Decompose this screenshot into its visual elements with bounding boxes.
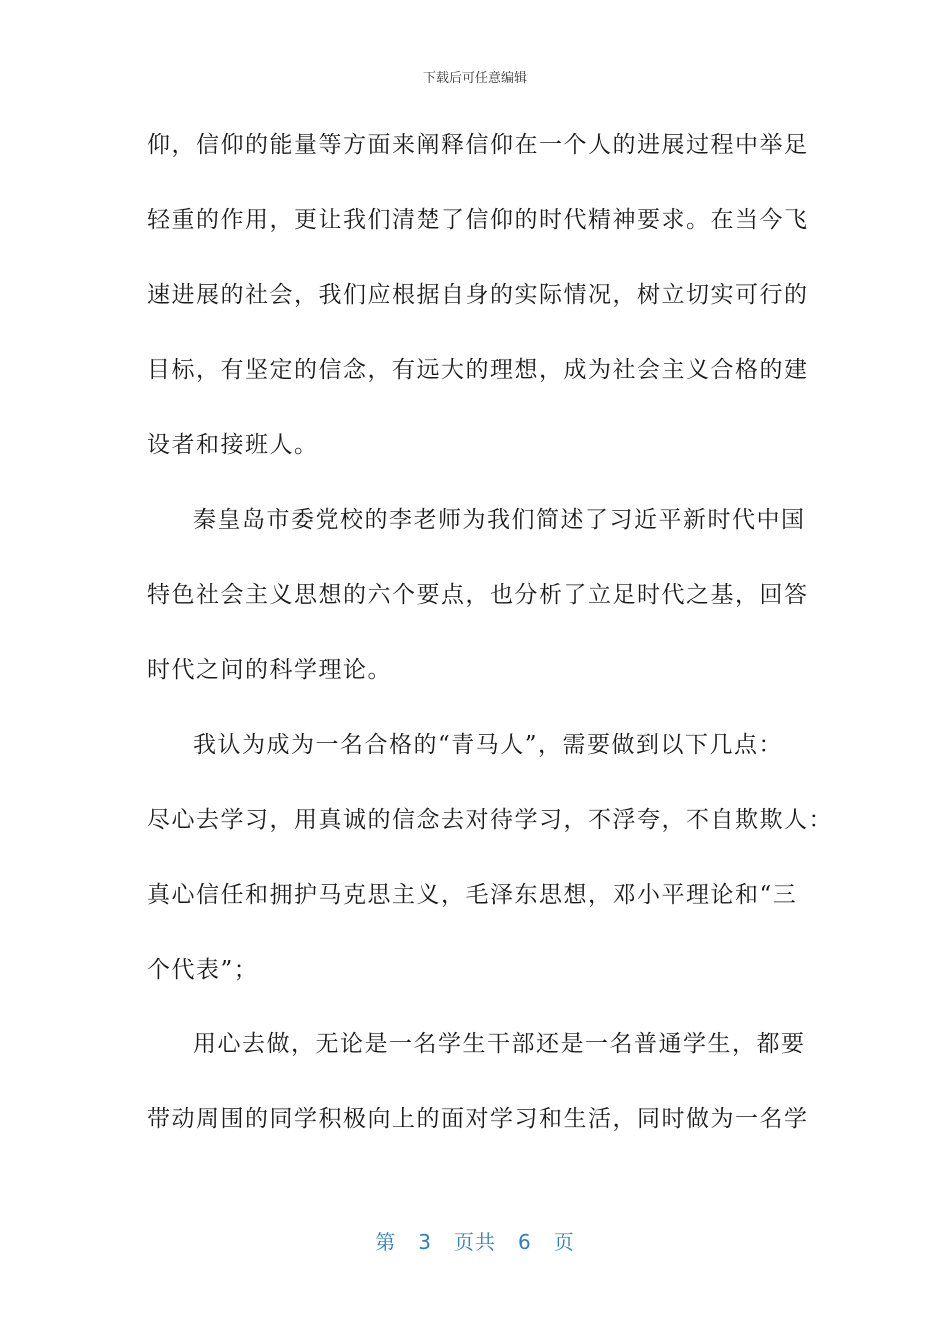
page-label-prefix: 第 [375, 1230, 397, 1254]
body-line: 真心信任和拥护马克思主义，毛泽东思想，邓小平理论和“三 [147, 882, 798, 908]
body-line: 我认为成为一名合格的“青马人”，需要做到以下几点： [193, 732, 784, 758]
body-line: 设者和接班人。 [147, 432, 319, 458]
page-label-suffix: 页 [553, 1230, 575, 1254]
body-line: 仰，信仰的能量等方面来阐释信仰在一个人的进展过程中举足 [147, 132, 809, 158]
page-footer [0, 1226, 950, 1255]
body-line: 用心去做，无论是一名学生干部还是一名普通学生，都要 [193, 1031, 806, 1057]
body-line: 特色社会主义思想的六个要点，也分析了立足时代之基，回答 [147, 582, 809, 608]
page-label-middle: 页共 [454, 1230, 496, 1254]
body-line: 时代之问的科学理论。 [147, 657, 392, 683]
body-line: 带动周围的同学积极向上的面对学习和生活，同时做为一名学 [147, 1106, 809, 1132]
body-line: 尽心去学习，用真诚的信念去对待学习，不浮夸，不自欺欺人： [147, 807, 833, 833]
current-page-number: 3 [418, 1230, 432, 1254]
body-line: 个代表”； [147, 957, 259, 983]
body-line: 秦皇岛市委党校的李老师为我们简述了习近平新时代中国 [193, 507, 806, 533]
body-line: 目标，有坚定的信念，有远大的理想，成为社会主义合格的建 [147, 357, 809, 383]
body-line: 速进展的社会，我们应根据自身的实际情况，树立切实可行的 [147, 282, 809, 308]
page-header: 下载后可任意编辑 [422, 71, 527, 86]
body-line: 轻重的作用，更让我们清楚了信仰的时代精神要求。在当今飞 [147, 207, 809, 233]
total-page-count: 6 [518, 1230, 532, 1254]
